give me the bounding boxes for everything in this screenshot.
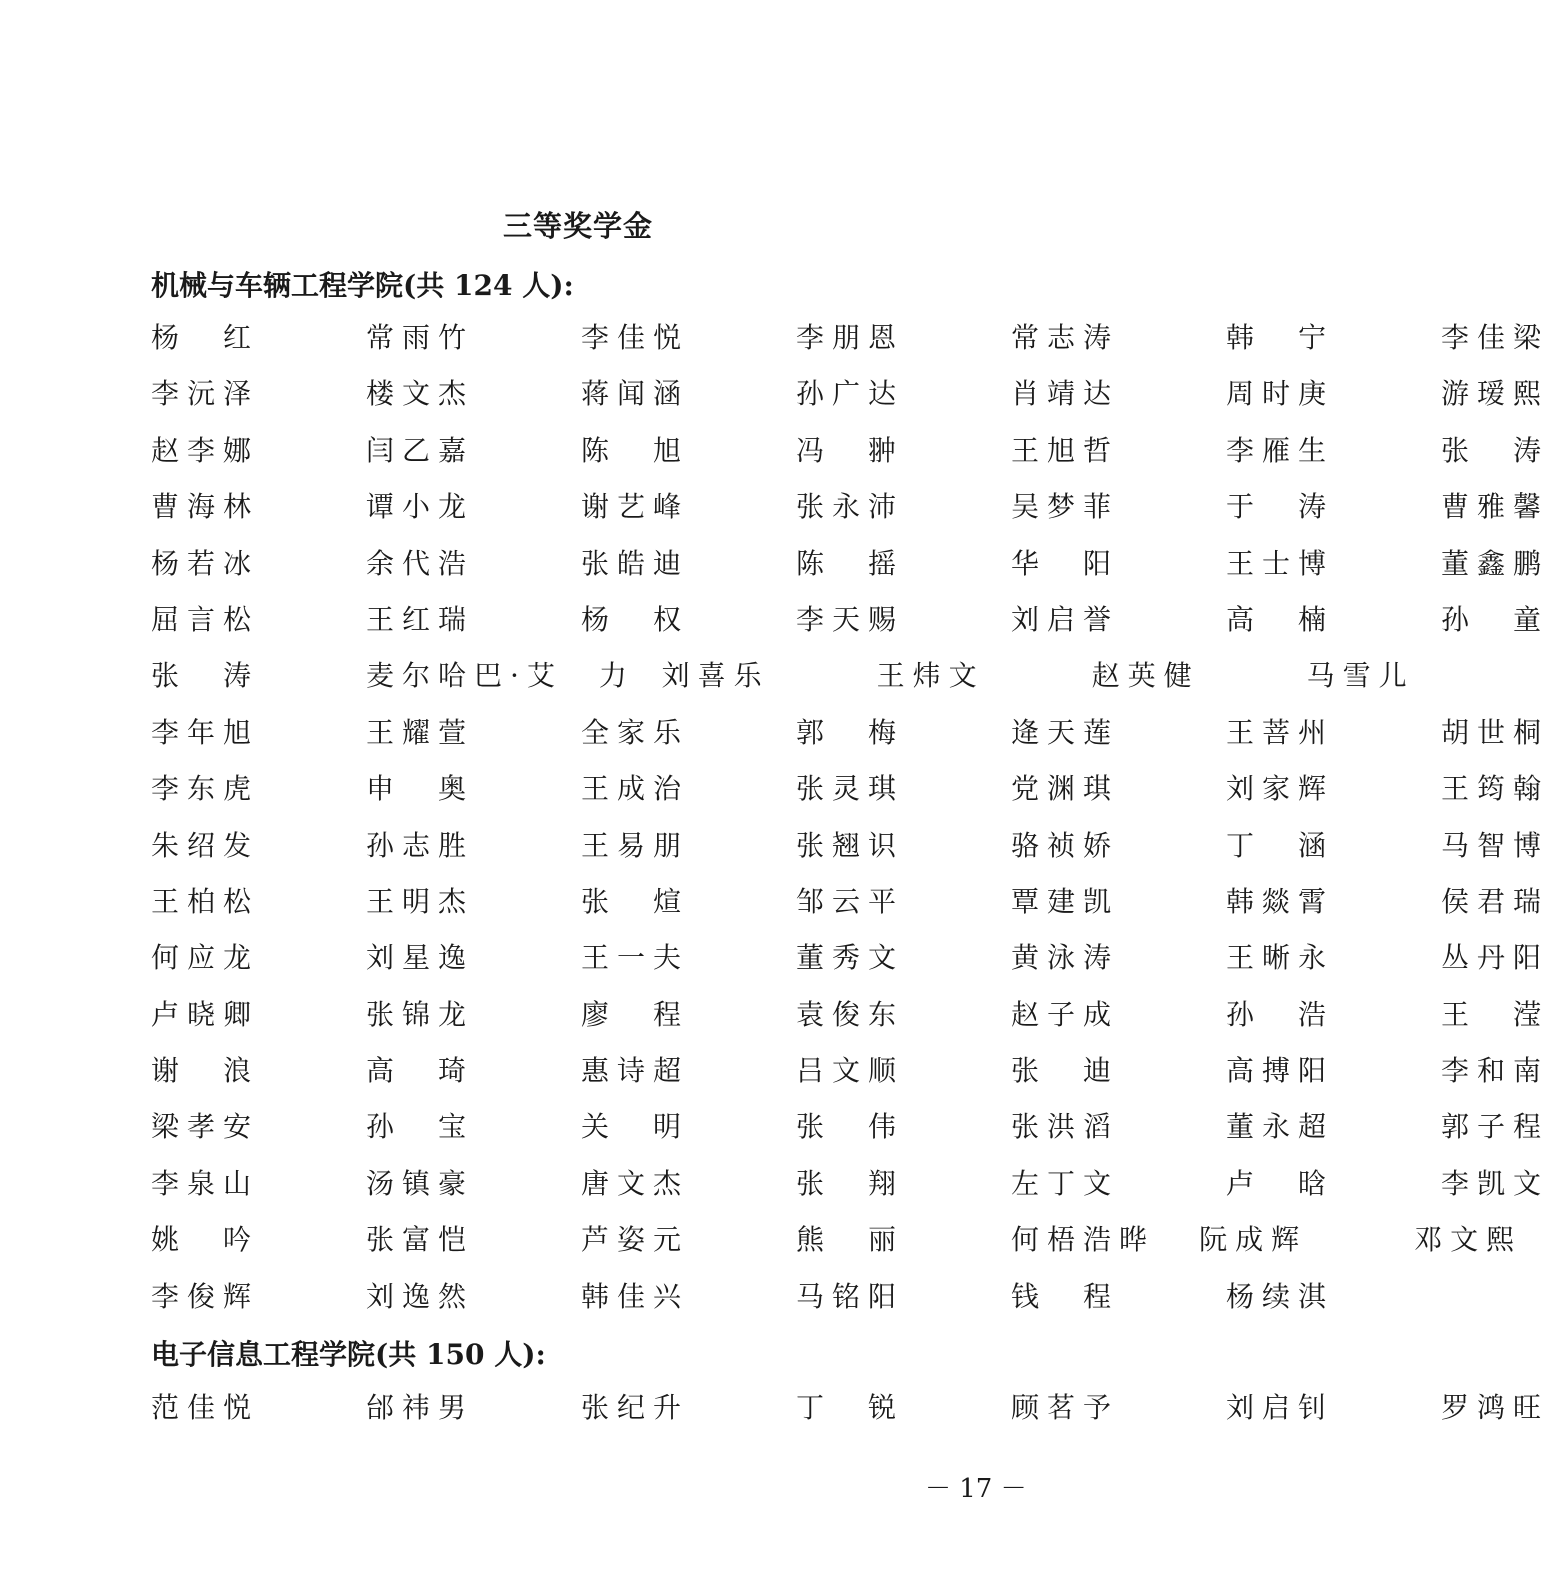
student-name: 李东虎	[151, 772, 260, 806]
student-name: 梁孝安	[151, 1110, 260, 1144]
student-name: 马铭阳	[796, 1279, 905, 1313]
student-name: 惠诗超	[581, 1054, 690, 1088]
student-name: 何梧浩晔	[1011, 1223, 1156, 1257]
student-name: 王士博	[1226, 546, 1335, 580]
student-name: 邹云平	[796, 884, 905, 918]
student-name: 邰祎男	[366, 1391, 475, 1424]
student-name: 丁 涵	[1226, 828, 1335, 862]
student-name: 赵子成	[1011, 997, 1120, 1031]
student-name: 王晰永	[1226, 941, 1335, 975]
student-name: 刘星逸	[366, 941, 475, 975]
student-name: 王菩州	[1226, 715, 1335, 749]
student-name: 于 涛	[1226, 490, 1335, 524]
student-name: 李佳悦	[581, 321, 690, 354]
page-number: － 17 －	[925, 1474, 1027, 1504]
student-name: 申 奥	[366, 772, 475, 806]
student-name: 阮成辉	[1199, 1223, 1308, 1257]
student-name: 高 琦	[366, 1054, 475, 1088]
student-name: 常雨竹	[366, 321, 475, 354]
student-name: 李沅泽	[151, 377, 260, 411]
student-name: 张 翔	[796, 1166, 905, 1200]
student-name: 陈 摇	[796, 546, 905, 580]
student-name: 袁俊东	[796, 997, 905, 1031]
student-name: 王柏松	[151, 884, 260, 918]
student-name: 刘逸然	[366, 1279, 475, 1313]
student-name: 李凯文	[1441, 1166, 1549, 1200]
student-name: 王成治	[581, 772, 690, 806]
student-name: 党渊琪	[1011, 772, 1120, 806]
student-name: 吴梦菲	[1011, 490, 1120, 524]
student-name: 张 迪	[1011, 1054, 1120, 1088]
student-name: 张 涛	[1441, 433, 1549, 467]
student-name: 唐文杰	[581, 1166, 690, 1200]
student-name: 孙 宝	[366, 1110, 475, 1144]
student-name: 张 煊	[581, 884, 690, 918]
student-name: 谭小龙	[366, 490, 475, 524]
student-name: 王红瑞	[366, 602, 475, 636]
student-name: 曹雅馨	[1441, 490, 1549, 524]
student-name: 郭子程	[1441, 1110, 1549, 1144]
student-name: 张灵琪	[796, 772, 905, 806]
student-name: 张 涛	[151, 659, 260, 693]
student-name: 丛丹阳	[1441, 941, 1549, 975]
student-name: 张皓迪	[581, 546, 690, 580]
student-name: 高搏阳	[1226, 1054, 1335, 1088]
student-name: 姚 吟	[151, 1223, 260, 1257]
student-name: 董秀文	[796, 941, 905, 975]
student-name: 杨 权	[581, 602, 690, 636]
student-name: 吕文顺	[796, 1054, 905, 1088]
student-name: 朱绍发	[151, 828, 260, 862]
student-name: 全家乐	[581, 715, 690, 749]
student-name: 孙广达	[796, 377, 905, 411]
student-name: 顾茗予	[1011, 1391, 1120, 1424]
student-name: 王易朋	[581, 828, 690, 862]
student-name: 肖靖达	[1011, 377, 1120, 411]
student-name: 孙 浩	[1226, 997, 1335, 1031]
student-name: 李佳梁	[1441, 321, 1549, 354]
student-name: 谢艺峰	[581, 490, 690, 524]
student-name: 赵李娜	[151, 433, 260, 467]
student-name: 李俊辉	[151, 1279, 260, 1313]
student-name: 黄泳涛	[1011, 941, 1120, 975]
student-name: 王 滢	[1441, 997, 1549, 1031]
student-name: 汤镇豪	[366, 1166, 475, 1200]
student-name: 常志涛	[1011, 321, 1120, 354]
student-name: 张富恺	[366, 1223, 475, 1257]
student-name: 王耀萱	[366, 715, 475, 749]
student-name: 廖 程	[581, 997, 690, 1031]
student-name: 卢晓卿	[151, 997, 260, 1031]
student-name: 蒋闻涵	[581, 377, 690, 411]
student-name: 韩燚霄	[1226, 884, 1335, 918]
student-name: 麦尔哈巴·艾 力	[366, 659, 635, 693]
student-name: 杨若冰	[151, 546, 260, 580]
student-name: 芦姿元	[581, 1223, 690, 1257]
student-name: 游瑷熙	[1441, 377, 1549, 411]
student-name: 刘启誉	[1011, 602, 1120, 636]
student-name: 李天赐	[796, 602, 905, 636]
student-name: 曹海林	[151, 490, 260, 524]
student-name: 李年旭	[151, 715, 260, 749]
page-title: 三等奖学金	[502, 209, 653, 243]
student-name: 刘喜乐	[661, 659, 770, 693]
student-name: 华 阳	[1011, 546, 1120, 580]
student-name: 周时庚	[1226, 377, 1335, 411]
student-name: 王明杰	[366, 884, 475, 918]
student-name: 高 楠	[1226, 602, 1335, 636]
student-name: 骆祯娇	[1011, 828, 1120, 862]
student-name: 李和南	[1441, 1054, 1549, 1088]
student-name: 赵英健	[1091, 659, 1200, 693]
student-name: 覃建凯	[1011, 884, 1120, 918]
student-name: 李朋恩	[796, 321, 905, 354]
student-name: 孙志胜	[366, 828, 475, 862]
student-name: 杨 红	[151, 321, 260, 354]
student-name: 张永沛	[796, 490, 905, 524]
section-heading-mechanical: 机械与车辆工程学院(共 124 人):	[151, 269, 574, 302]
student-name: 钱 程	[1011, 1279, 1120, 1313]
student-name: 刘家辉	[1226, 772, 1335, 806]
student-name: 董鑫鹏	[1441, 546, 1549, 580]
student-name: 韩 宁	[1226, 321, 1335, 354]
student-name: 张 伟	[796, 1110, 905, 1144]
student-name: 熊 丽	[796, 1223, 905, 1257]
student-name: 孙 童	[1441, 602, 1549, 636]
student-name: 卢 晗	[1226, 1166, 1335, 1200]
student-name: 范佳悦	[151, 1391, 260, 1424]
student-name: 逄天莲	[1011, 715, 1120, 749]
student-name: 张翘识	[796, 828, 905, 862]
student-name: 楼文杰	[366, 377, 475, 411]
student-name: 冯 翀	[796, 433, 905, 467]
student-name: 王筠翰	[1441, 772, 1549, 806]
student-name: 关 明	[581, 1110, 690, 1144]
student-name: 闫乙嘉	[366, 433, 475, 467]
student-name: 王旭哲	[1011, 433, 1120, 467]
student-name: 马智博	[1441, 828, 1549, 862]
student-name: 余代浩	[366, 546, 475, 580]
student-name: 郭 梅	[796, 715, 905, 749]
student-name: 邓文熙	[1414, 1223, 1523, 1257]
student-name: 杨续淇	[1226, 1279, 1335, 1313]
student-name: 左丁文	[1011, 1166, 1120, 1200]
student-name: 王一夫	[581, 941, 690, 975]
student-name: 张纪升	[581, 1391, 690, 1424]
student-name: 谢 浪	[151, 1054, 260, 1088]
student-name: 董永超	[1226, 1110, 1335, 1144]
student-name: 王炜文	[876, 659, 985, 693]
student-name: 罗鸿旺	[1441, 1391, 1549, 1424]
student-name: 何应龙	[151, 941, 260, 975]
student-name: 李泉山	[151, 1166, 260, 1200]
student-name: 张锦龙	[366, 997, 475, 1031]
student-name: 胡世桐	[1441, 715, 1549, 749]
student-name: 张洪滔	[1011, 1110, 1120, 1144]
student-name: 侯君瑞	[1441, 884, 1549, 918]
student-name: 马雪儿	[1306, 659, 1415, 693]
student-name: 丁 锐	[796, 1391, 905, 1424]
section-heading-electronic: 电子信息工程学院(共 150 人):	[151, 1338, 546, 1371]
student-name: 韩佳兴	[581, 1279, 690, 1313]
student-name: 李雁生	[1226, 433, 1335, 467]
student-name: 陈 旭	[581, 433, 690, 467]
student-name: 刘启钊	[1226, 1391, 1335, 1424]
student-name: 屈言松	[151, 602, 260, 636]
